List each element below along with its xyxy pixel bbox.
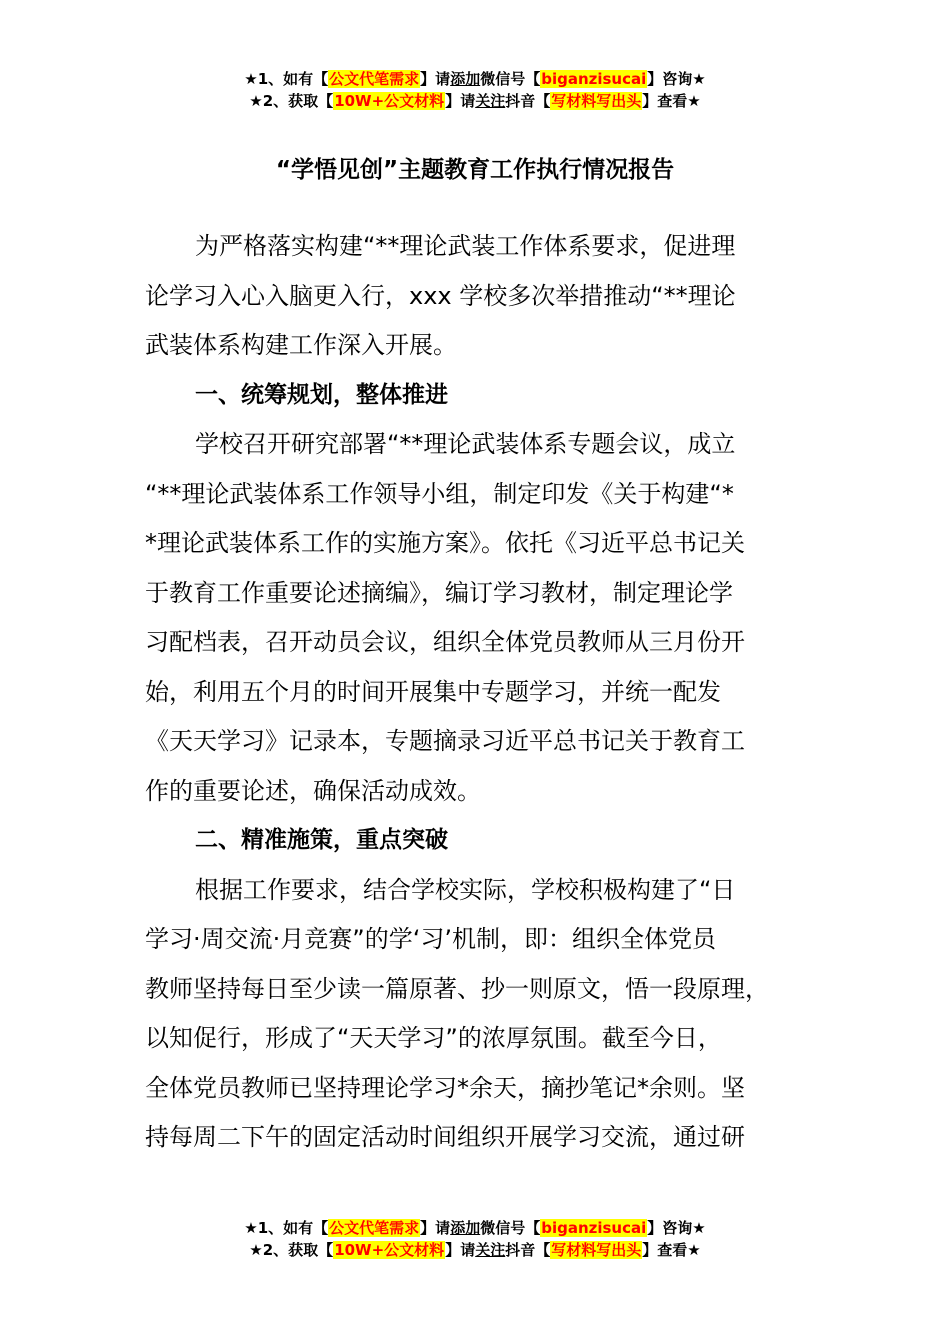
paragraph-line: 以知促行，形成了“天天学习”的浓厚氛围。截至今日， <box>145 1024 722 1052</box>
banner-underline: 关注 <box>475 92 506 110</box>
banner-line-1 <box>0 68 950 90</box>
banner-text: ★1、如有【 <box>244 1219 329 1237</box>
paragraph-line: 习配档表，召开动员会议，组织全体党员教师从三月份开 <box>145 628 745 656</box>
paragraph-line: *理论武装体系工作的实施方案》。依托《习近平总书记关 <box>145 529 745 557</box>
banner-text: 抖音【 <box>505 92 551 110</box>
paragraph-line: 始，利用五个月的时间开展集中专题学习，并统一配发 <box>145 677 721 706</box>
banner-text: 抖音【 <box>505 1241 551 1259</box>
banner-text: 】咨询★ <box>647 70 706 88</box>
paragraph-line: 为严格落实构建“**理论武装工作体系要求，促进理 <box>195 232 736 260</box>
document-title: “学悟见创”主题教育工作执行情况报告 <box>275 157 675 183</box>
section-heading-2: 二、精准施策，重点突破 <box>195 827 448 853</box>
paragraph-line: 作的重要论述，确保活动成效。 <box>145 776 481 805</box>
banner-underline: 添加 <box>450 1219 481 1237</box>
banner-text: 】请 <box>445 92 476 110</box>
paragraph-line: 持每周二下午的固定活动时间组织开展学习交流，通过研 <box>145 1123 745 1151</box>
header-banner <box>0 68 950 112</box>
paragraph-line: 根据工作要求，结合学校实际，学校积极构建了“日 <box>195 875 736 904</box>
paragraph-line: 武装体系构建工作深入开展。 <box>145 331 457 359</box>
banner-text: ★2、获取【 <box>249 92 334 110</box>
paragraph-line: “**理论武装体系工作领导小组，制定印发《关于构建“* <box>145 479 734 508</box>
banner-highlight: biganzisucai <box>541 70 647 88</box>
banner-highlight: 公文代笔需求 <box>329 1219 420 1237</box>
banner-highlight: 写材料写出头 <box>551 1241 642 1259</box>
banner-underline: 关注 <box>475 1241 506 1259</box>
paragraph-line: 论学习入心入脑更入行，xxx 学校多次举措推动“**理论 <box>145 281 736 310</box>
footer-banner <box>0 1217 950 1261</box>
paragraph-line: 学校召开研究部署“**理论武装体系专题会议，成立 <box>195 430 736 458</box>
paragraph-line: 教师坚持每日至少读一篇原著、抄一则原文，悟一段原理， <box>145 974 769 1003</box>
banner-highlight: biganzisucai <box>541 1219 647 1237</box>
banner-text: 】查看★ <box>642 92 701 110</box>
banner-text: 】咨询★ <box>647 1219 706 1237</box>
banner-highlight: 10W+公文材料 <box>334 92 445 110</box>
banner-line-1 <box>0 1217 950 1239</box>
banner-text: 】请 <box>420 70 451 88</box>
paragraph-line: 学习·周交流·月竞赛”的学‘习’机制，即：组织全体党员 <box>145 925 716 953</box>
paragraph-line: 全体党员教师已坚持理论学习*余天，摘抄笔记*余则。坚 <box>145 1073 745 1102</box>
banner-highlight: 公文代笔需求 <box>329 70 420 88</box>
banner-highlight: 写材料写出头 <box>551 92 642 110</box>
banner-line-2 <box>0 1239 950 1261</box>
banner-text: 微信号【 <box>480 1219 541 1237</box>
banner-text: ★2、获取【 <box>249 1241 334 1259</box>
paragraph-line: 《天天学习》记录本，专题摘录习近平总书记关于教育工 <box>145 727 745 755</box>
document-body <box>145 222 805 1163</box>
banner-text: ★1、如有【 <box>244 70 329 88</box>
paragraph-line: 于教育工作重要论述摘编》，编订学习教材，制定理论学 <box>145 578 733 607</box>
banner-text: 】请 <box>420 1219 451 1237</box>
banner-text: 微信号【 <box>480 70 541 88</box>
banner-highlight: 10W+公文材料 <box>334 1241 445 1259</box>
banner-line-2 <box>0 90 950 112</box>
banner-underline: 添加 <box>450 70 481 88</box>
section-heading-1: 一、统筹规划，整体推进 <box>195 381 448 408</box>
banner-text: 】请 <box>445 1241 476 1259</box>
banner-text: 】查看★ <box>642 1241 701 1259</box>
